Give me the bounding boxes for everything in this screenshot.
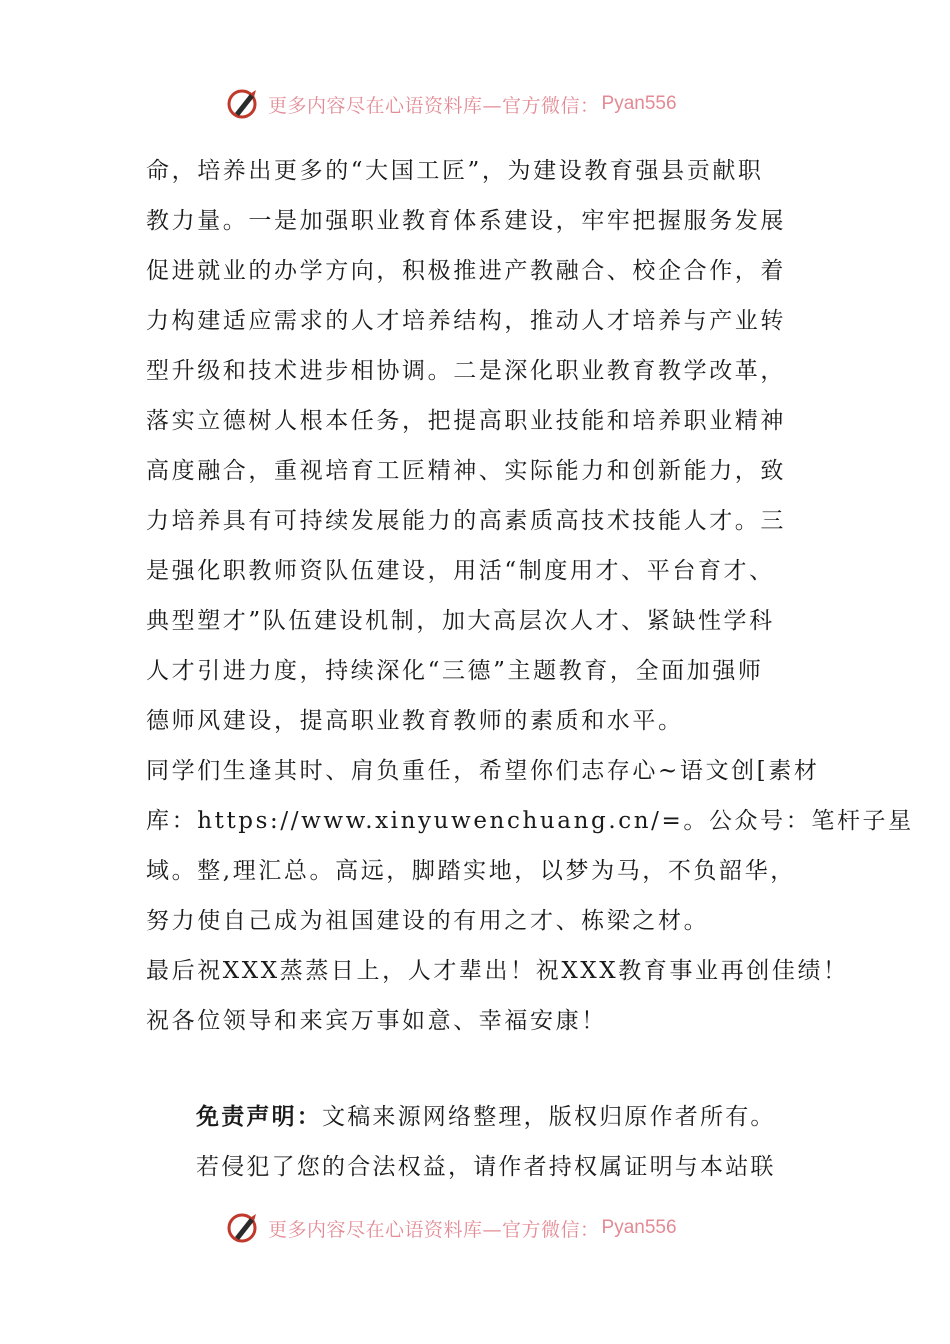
footer-wechat-handle: Pyan556: [601, 1217, 677, 1238]
disclaimer-text-1: 文稿来源网络整理，版权归原作者所有。: [322, 1104, 776, 1130]
body-line: 人才引进力度，持续深化“三德”主题教育，全面加强师: [146, 658, 764, 684]
disclaimer-line-1: [196, 1092, 836, 1142]
body-line: 同学们生逢其时、肩负重任，希望你们志存心~语文创[素材: [146, 758, 820, 784]
body-line: 高度融合，重视培育工匠精神、实际能力和创新能力，致: [146, 458, 786, 484]
body-line: 命，培养出更多的“大国工匠”，为建设教育强县贡献职: [146, 158, 764, 184]
header-banner-text: 更多内容尽在心语资料库—官方微信：: [268, 94, 600, 117]
disclaimer-line-2: 若侵犯了您的合法权益，请作者持权属证明与本站联: [196, 1154, 776, 1180]
body-line: 最后祝XXX蒸蒸日上，人才辈出！祝XXX教育事业再创佳绩！: [146, 958, 849, 984]
body-line: 力培养具有可持续发展能力的高素质高技术技能人才。三: [146, 508, 786, 534]
body-line: 促进就业的办学方向，积极推进产教融合、校企合作，着: [146, 258, 786, 284]
body-line: 祝各位领导和来宾万事如意、幸福安康！: [146, 1008, 607, 1034]
body-line: 努力使自己成为祖国建设的有用之才、栋梁之材。: [146, 908, 710, 934]
body-line: 落实立德树人根本任务，把提高职业技能和培养职业精神: [146, 408, 786, 434]
pen-nib-logo-icon: [226, 1210, 262, 1246]
body-line: 德师风建设，提高职业教育教师的素质和水平。: [146, 708, 684, 734]
body-line: 域。整,理汇总。高远，脚踏实地，以梦为马，不负韶华，: [146, 858, 796, 884]
disclaimer-label: 免责声明：: [196, 1104, 322, 1130]
pen-nib-logo-icon: [226, 86, 262, 122]
document-body: [146, 146, 914, 1046]
disclaimer: [196, 1092, 836, 1192]
body-line: 是强化职教师资队伍建设，用活“制度用才、平台育才、: [146, 558, 775, 584]
body-line: 教力量。一是加强职业教育体系建设，牢牢把握服务发展: [146, 208, 786, 234]
body-line: 力构建适应需求的人才培养结构，推动人才培养与产业转: [146, 308, 786, 334]
body-line: 典型塑才”队伍建设机制，加大高层次人才、紧缺性学科: [146, 608, 775, 634]
footer-banner-text: 更多内容尽在心语资料库—官方微信：: [268, 1218, 600, 1241]
header-banner: [226, 84, 677, 124]
body-line: 库：https://www.xinyuwenchuang.cn/=。公众号：笔杆子星: [146, 808, 914, 834]
body-line: 型升级和技术进步相协调。二是深化职业教育教学改革，: [146, 358, 786, 384]
footer-banner: [226, 1208, 677, 1248]
header-wechat-handle: Pyan556: [601, 93, 677, 114]
